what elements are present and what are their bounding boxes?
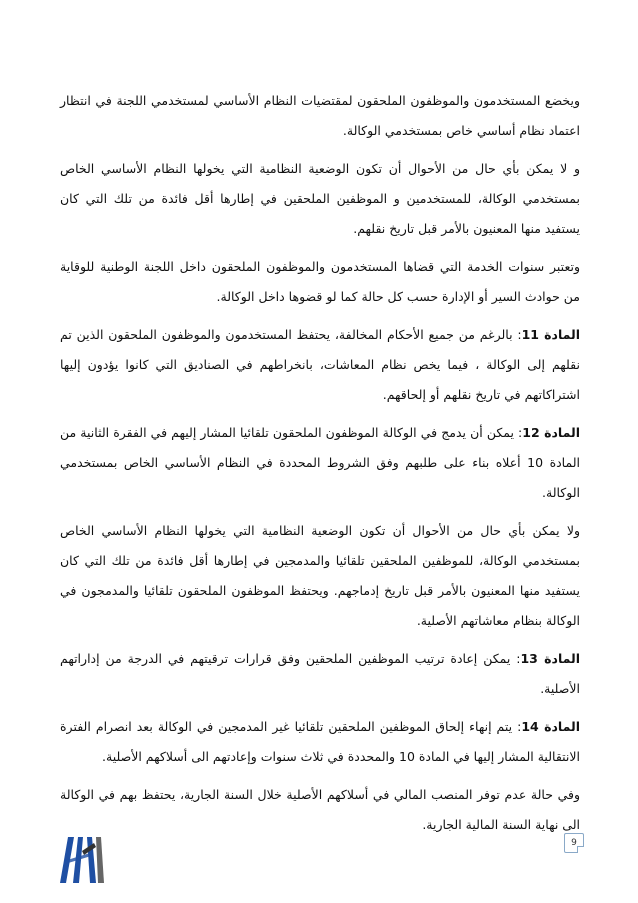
- paragraph-text: : يمكن إعادة ترتيب الموظفين الملحقين وفق قرارات ترقيتهم في الدرجة من إداراتهم الأصلية.: [60, 651, 580, 696]
- paragraph-text: : يمكن أن يدمج في الوكالة الموظفون الملحقون تلقائيا المشار إليهم في الفقرة الثانية من المادة 10 أعلاه بناء على طلبهم وفق الشروط المحددة في النظام الأساسي الخاص بمستخدمي الوكالة.: [60, 425, 580, 500]
- paragraph-3: [60, 252, 580, 312]
- paragraph-2: [60, 154, 580, 244]
- paragraph-text: وتعتبر سنوات الخدمة التي قضاها المستخدمون والموظفون الملحقون داخل اللجنة الوطنية للوقاية من حوادث السير أو الإدارة حسب كل حالة كما لو قضوها داخل الوكالة.: [60, 259, 580, 304]
- paragraph-text: : يتم إنهاء إلحاق الموظفين الملحقين تلقائيا غير المدمجين في الوكالة بعد انصرام الفترة الانتقالية المشار إليها في المادة 10 والمحددة في ثلاث سنوات وإعادتهم الى أسلاكهم الأصلية.: [60, 719, 580, 764]
- paragraph-text: و لا يمكن بأي حال من الأحوال أن تكون الوضعية النظامية التي يخولها النظام الأساسي الخاص بمستخدمي الوكالة، للمستخدمين و الموظفين الملحقين في إطارها أقل فائدة من تلك التي كان يستفيد منها المعنيون بالأمر قبل تاريخ نقلهم.: [60, 161, 580, 236]
- paragraph-text: ويخضع المستخدمون والموظفون الملحقون لمقتضيات النظام الأساسي لمستخدمي اللجنة في انتظار اعتماد نظام أساسي خاص بمستخدمي الوكالة.: [60, 93, 580, 138]
- paragraph-6: [60, 516, 580, 636]
- article-14: [60, 712, 580, 772]
- logo-road-stripes-icon: [60, 837, 104, 883]
- paragraph-9: [60, 780, 580, 840]
- article-label: المادة 14: [521, 719, 580, 734]
- paragraph-1: [60, 86, 580, 146]
- article-label: المادة 13: [520, 651, 580, 666]
- paragraph-text: وفي حالة عدم توفر المنصب المالي في أسلاكهم الأصلية خلال السنة الجارية، يحتفظ بهم في الوكالة الى نهاية السنة المالية الجارية.: [60, 787, 580, 832]
- paragraph-text: : بالرغم من جميع الأحكام المخالفة، يحتفظ المستخدمون والموظفون الملحقون الذين تم نقلهم إلى الوكالة ، فيما يخص نظام المعاشات، بانخراطهم في الصناديق التي كانوا يؤدون إليها اشتراكاتهم في تاريخ نقلهم أو إلحاقهم.: [60, 327, 580, 402]
- article-13: [60, 644, 580, 704]
- article-label: المادة 12: [522, 425, 580, 440]
- page-number: 9: [564, 833, 584, 853]
- article-label: المادة 11: [521, 327, 581, 342]
- article-12: [60, 418, 580, 508]
- paragraph-text: ولا يمكن بأي حال من الأحوال أن تكون الوضعية النظامية التي يخولها النظام الأساسي الخاص بمستخدمي الوكالة، للموظفين الملحقين تلقائيا والمدمجين في إطارها أقل فائدة من تلك التي كان يستفيد منها المعنيون بالأمر قبل تاريخ إدماجهم. ويحتفظ الموظفون الملحقون تلقائيا والمدمجون في الوكالة بنظام معاشاتهم الأصلية.: [60, 523, 580, 628]
- road-safety-logo-icon: [60, 833, 104, 887]
- document-body: [60, 86, 580, 848]
- article-11: [60, 320, 580, 410]
